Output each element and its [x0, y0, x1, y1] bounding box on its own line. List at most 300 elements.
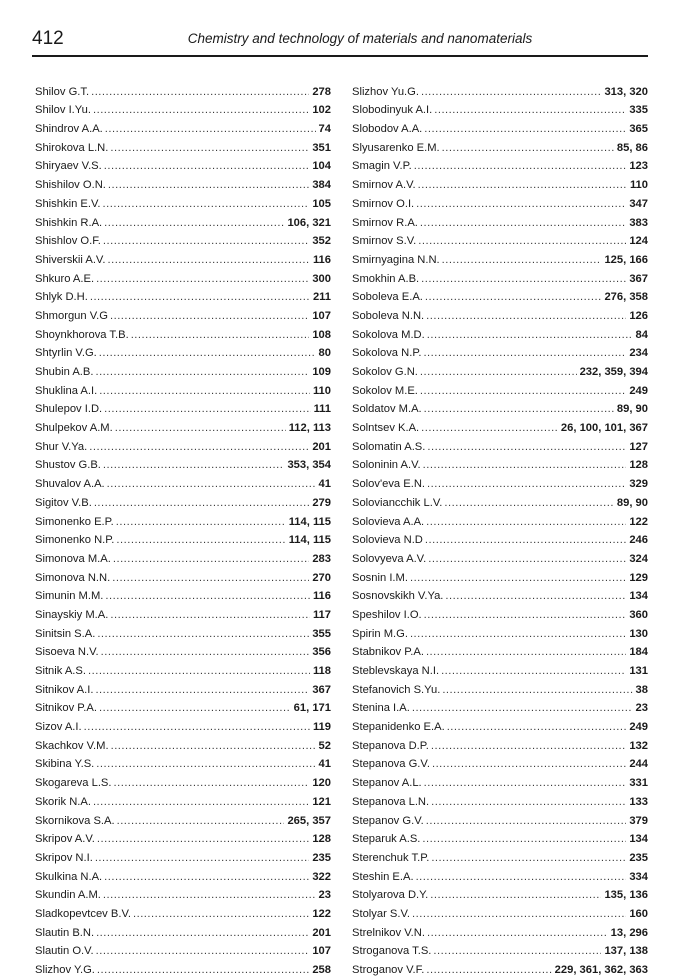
- index-entry: [352, 323, 648, 342]
- index-entry: [35, 416, 331, 435]
- page-references: 119: [312, 721, 331, 734]
- index-entry: [35, 230, 331, 249]
- index-entry: [352, 379, 648, 398]
- dot-leader: [426, 515, 626, 529]
- page-references: 276, 358: [604, 291, 648, 304]
- dot-leader: [105, 122, 316, 136]
- index-entry: [352, 734, 648, 753]
- dot-leader: [424, 402, 614, 416]
- dot-leader: [442, 253, 602, 267]
- index-entry: [35, 697, 331, 716]
- author-name: Slyusarenko E.M.: [352, 141, 440, 154]
- dot-leader: [420, 384, 626, 398]
- author-name: Shishkin E.V.: [35, 197, 101, 210]
- author-name: Stefanovich S.Yu.: [352, 683, 441, 696]
- dot-leader: [431, 795, 626, 809]
- index-entry: [352, 603, 648, 622]
- dot-leader: [103, 458, 285, 472]
- page-references: 123: [629, 160, 648, 173]
- index-entry: [352, 529, 648, 548]
- page-references: 331: [629, 777, 648, 790]
- index-entry: [35, 155, 331, 174]
- author-name: Solovieva A.A.: [352, 515, 425, 528]
- index-entry: [35, 379, 331, 398]
- page-references: 121: [312, 795, 331, 808]
- page-references: 249: [629, 384, 648, 397]
- author-name: Solovieva N.D: [352, 534, 423, 547]
- page-references: 334: [629, 870, 648, 883]
- page-references: 278: [312, 85, 331, 98]
- index-entry: [352, 248, 648, 267]
- dot-leader: [96, 272, 309, 286]
- page-references: 122: [629, 515, 648, 528]
- author-name: Shilov I.Yu.: [35, 104, 91, 117]
- dot-leader: [433, 944, 601, 958]
- page-references: 122: [312, 907, 331, 920]
- dot-leader: [97, 627, 309, 641]
- author-name: Skripov N.I.: [35, 851, 93, 864]
- author-name: Skogareva L.S.: [35, 777, 112, 790]
- dot-leader: [99, 384, 310, 398]
- author-name: Shiryaev V.S.: [35, 160, 102, 173]
- page-references: 246: [629, 534, 648, 547]
- index-entry: [352, 286, 648, 305]
- author-name: Sitnik A.S.: [35, 665, 86, 677]
- dot-leader: [420, 216, 626, 230]
- author-name: Smokhin A.B.: [352, 272, 420, 285]
- dot-leader: [110, 608, 310, 622]
- index-entry: [352, 211, 648, 230]
- index-entry: [352, 304, 648, 323]
- index-entry: [352, 136, 648, 155]
- page-references: 365: [629, 123, 648, 136]
- index-entry: [352, 454, 648, 473]
- dot-leader: [112, 571, 309, 585]
- author-name: Solovyeva A.V.: [352, 552, 427, 565]
- author-name: Sokolov G.N.: [352, 366, 418, 378]
- index-entry: [352, 342, 648, 361]
- page-references: 61, 171: [293, 702, 331, 715]
- index-entry: [352, 865, 648, 884]
- index-entry: [35, 211, 331, 230]
- page-references: 300: [312, 272, 331, 285]
- index-column-left: [35, 80, 331, 977]
- dot-leader: [95, 683, 309, 697]
- page-references: 244: [629, 758, 648, 771]
- index-entry: [35, 510, 331, 529]
- author-name: Sinayskiy M.A.: [35, 608, 109, 621]
- page-references: 379: [629, 814, 648, 827]
- author-name: Slautin O.V.: [35, 945, 94, 958]
- author-name: Sokolova N.P.: [352, 347, 422, 360]
- author-name: Shustov G.B.: [35, 459, 101, 472]
- page-references: 201: [312, 926, 331, 939]
- dot-leader: [430, 888, 601, 902]
- dot-leader: [111, 739, 316, 753]
- dot-leader: [96, 944, 310, 958]
- page-references: 114, 115: [288, 534, 331, 547]
- dot-leader: [416, 870, 627, 884]
- index-entry: [352, 697, 648, 716]
- dot-leader: [116, 533, 285, 547]
- author-name: Soloviancchik L.V.: [352, 496, 443, 509]
- index-entry: [352, 809, 648, 828]
- dot-leader: [88, 664, 310, 678]
- page-references: 111: [313, 403, 331, 416]
- author-name: Simonenko N.P.: [35, 534, 115, 547]
- page-references: 23: [318, 889, 331, 902]
- dot-leader: [425, 533, 626, 547]
- dot-leader: [423, 346, 626, 360]
- page-references: 132: [629, 739, 648, 752]
- dot-leader: [421, 85, 601, 99]
- index-entry: [35, 435, 331, 454]
- page-references: 89, 90: [616, 403, 648, 416]
- page-references: 279: [312, 496, 331, 509]
- dot-leader: [104, 402, 310, 416]
- index-entry: [35, 659, 331, 678]
- author-name: Skibina Y.S.: [35, 758, 95, 771]
- page-references: 134: [629, 833, 648, 846]
- dot-leader: [101, 645, 310, 659]
- index-entry: [35, 173, 331, 192]
- author-name: Steblevskaya N.I.: [352, 665, 440, 677]
- dot-leader: [445, 589, 626, 603]
- index-entry: [352, 173, 648, 192]
- index-entry: [352, 192, 648, 211]
- index-entry: [352, 884, 648, 903]
- page-header: [32, 26, 648, 52]
- index-entry: [35, 940, 331, 959]
- page-references: 234: [629, 347, 648, 360]
- author-name: Skundin A.M.: [35, 889, 101, 902]
- index-entry: [352, 435, 648, 454]
- index-entry: [35, 753, 331, 772]
- dot-leader: [103, 888, 316, 902]
- dot-leader: [99, 701, 291, 715]
- dot-leader: [427, 477, 626, 491]
- author-name: Shuvalov A.A.: [35, 478, 105, 491]
- page-references: 127: [629, 440, 648, 453]
- dot-leader: [91, 85, 309, 99]
- dot-leader: [131, 328, 310, 342]
- author-name: Soboleva E.A.: [352, 291, 423, 304]
- dot-leader: [97, 832, 309, 846]
- dot-leader: [99, 346, 316, 360]
- page-references: 126: [629, 309, 648, 322]
- dot-leader: [442, 141, 614, 155]
- index-entry: [35, 603, 331, 622]
- page-references: 329: [629, 478, 648, 491]
- page-references: 313, 320: [604, 85, 648, 98]
- page-references: 116: [312, 590, 331, 603]
- page-references: 335: [629, 104, 648, 117]
- author-name: Stepanov G.V.: [352, 814, 424, 827]
- page-references: 38: [635, 683, 648, 696]
- dot-leader: [103, 234, 309, 248]
- dot-leader: [110, 141, 309, 155]
- dot-leader: [412, 701, 633, 715]
- page-references: 211: [312, 291, 331, 304]
- author-name: Steparuk A.S.: [352, 833, 421, 846]
- index-entry: [35, 304, 331, 323]
- dot-leader: [96, 926, 309, 940]
- page-references: 112, 113: [288, 422, 331, 435]
- author-name: Stepanova D.P.: [352, 739, 429, 752]
- index-entry: [35, 99, 331, 118]
- page-references: 102: [312, 104, 331, 117]
- author-name: Smirnov R.A.: [352, 216, 418, 229]
- author-name: Stepanov A.L.: [352, 777, 422, 790]
- page-references: 137, 138: [604, 945, 648, 958]
- index-entry: [352, 99, 648, 118]
- author-name: Stepanova G.V.: [352, 758, 430, 771]
- dot-leader: [84, 720, 310, 734]
- dot-leader: [410, 627, 626, 641]
- index-entry: [352, 566, 648, 585]
- dot-leader: [107, 477, 316, 491]
- page-references: 105: [312, 197, 331, 210]
- author-name: Skorik N.A.: [35, 795, 91, 808]
- page-references: 133: [629, 795, 648, 808]
- index-entry: [35, 585, 331, 604]
- author-name: Shuklina A.I.: [35, 384, 98, 397]
- index-entry: [35, 248, 331, 267]
- index-entry: [352, 360, 648, 379]
- index-entry: [352, 828, 648, 847]
- index-entry: [352, 678, 648, 697]
- index-entry: [352, 491, 648, 510]
- author-name: Simonova N.N.: [35, 571, 111, 584]
- author-name: Soldatov M.A.: [352, 403, 422, 416]
- author-name: Spirin M.G.: [352, 627, 408, 640]
- author-name: Simonenko E.P.: [35, 515, 114, 528]
- index-entry: [352, 790, 648, 809]
- author-name: Simonova M.A.: [35, 552, 111, 565]
- page-references: 353, 354: [287, 459, 331, 472]
- page-references: 110: [629, 179, 648, 192]
- author-name: Stolyar S.V.: [352, 907, 411, 920]
- dot-leader: [427, 328, 633, 342]
- dot-leader: [104, 216, 284, 230]
- index-entry: [352, 155, 648, 174]
- author-name: Shulepov I.D.: [35, 403, 103, 416]
- author-name: Solov'eva E.N.: [352, 478, 426, 491]
- dot-leader: [441, 664, 626, 678]
- index-entry: [35, 286, 331, 305]
- author-name: Smagin V.P.: [352, 160, 412, 173]
- author-name: Stenina I.A.: [352, 702, 410, 715]
- page-references: 367: [629, 272, 648, 285]
- index-entry: [35, 566, 331, 585]
- page-references: 124: [629, 235, 648, 248]
- page-references: 270: [312, 571, 331, 584]
- page-references: 128: [312, 833, 331, 846]
- author-name: Shishilov O.N.: [35, 179, 106, 192]
- dot-leader: [416, 197, 626, 211]
- dot-leader: [113, 552, 309, 566]
- dot-leader: [95, 851, 310, 865]
- page-references: 114, 115: [288, 515, 331, 528]
- author-name: Soboleva N.N.: [352, 309, 425, 322]
- page-references: 80: [318, 347, 331, 360]
- page-references: 322: [312, 870, 331, 883]
- index-entry: [352, 753, 648, 772]
- author-name: Skripov A.V.: [35, 833, 95, 846]
- dot-leader: [414, 159, 627, 173]
- author-name: Shirokova L.N.: [35, 141, 109, 154]
- page-references: 84: [635, 328, 648, 341]
- dot-leader: [105, 589, 310, 603]
- author-name: Stolyarova D.Y.: [352, 889, 429, 902]
- author-name: Soloninin A.V.: [352, 459, 421, 472]
- dot-leader: [444, 496, 614, 510]
- author-name: Shulpekov A.M.: [35, 422, 113, 435]
- author-name: Shiverskii A.V.: [35, 253, 106, 266]
- author-name: Stepanova L.N.: [352, 795, 430, 808]
- page-references: 265, 357: [287, 814, 331, 827]
- page-references: 41: [318, 478, 331, 491]
- index-entry: [352, 902, 648, 921]
- page-references: 324: [629, 552, 648, 565]
- index-entry: [352, 472, 648, 491]
- dot-leader: [108, 178, 309, 192]
- author-name: Shilov G.T.: [35, 85, 90, 98]
- author-name: Shoynkhorova T.B.: [35, 328, 129, 341]
- dot-leader: [431, 851, 626, 865]
- index-entry: [35, 771, 331, 790]
- author-name: Shmorgun V.G: [35, 309, 108, 322]
- dot-leader: [114, 776, 310, 790]
- index-entry: [35, 715, 331, 734]
- author-name: Smirnyagina N.N.: [352, 253, 440, 266]
- page-references: 116: [312, 253, 331, 266]
- dot-leader: [431, 739, 626, 753]
- author-name: Sinitsin S.A.: [35, 627, 96, 640]
- page-references: 347: [629, 197, 648, 210]
- author-name: Smirnov A.V.: [352, 179, 416, 192]
- author-name: Sitnikov P.A.: [35, 702, 97, 715]
- author-name: Shubin A.B.: [35, 366, 94, 378]
- dot-leader: [115, 421, 286, 435]
- index-entry: [352, 958, 648, 977]
- author-name: Sitnikov A.I.: [35, 683, 94, 696]
- dot-leader: [133, 907, 309, 921]
- author-name: Stroganova T.S.: [352, 945, 432, 958]
- author-name: Shishlov O.F.: [35, 235, 101, 248]
- index-entry: [35, 398, 331, 417]
- index-entry: [352, 267, 648, 286]
- dot-leader: [447, 720, 627, 734]
- dot-leader: [426, 645, 626, 659]
- page-references: 106, 321: [287, 216, 331, 229]
- index-entry: [35, 678, 331, 697]
- index-entry: [352, 585, 648, 604]
- index-entry: [352, 715, 648, 734]
- index-entry: [35, 192, 331, 211]
- dot-leader: [117, 814, 285, 828]
- author-name: Solntsev K.A.: [352, 422, 420, 435]
- dot-leader: [410, 571, 626, 585]
- author-name: Sosnin I.M.: [352, 571, 408, 584]
- dot-leader: [423, 458, 627, 472]
- page-references: 130: [629, 627, 648, 640]
- page-number: 412: [32, 28, 64, 49]
- page-references: 129: [629, 571, 648, 584]
- dot-leader: [104, 159, 310, 173]
- author-name: Slobodov A.A.: [352, 123, 423, 136]
- index-entry: [352, 659, 648, 678]
- author-name: Shindrov A.A.: [35, 123, 103, 136]
- index-entry: [35, 902, 331, 921]
- page-references: 384: [312, 179, 331, 192]
- dot-leader: [104, 870, 309, 884]
- page-references: 351: [312, 141, 331, 154]
- index-entry: [352, 846, 648, 865]
- dot-leader: [90, 290, 310, 304]
- index-entry: [35, 958, 331, 977]
- dot-leader: [426, 814, 627, 828]
- dot-leader: [422, 832, 626, 846]
- index-entry: [35, 734, 331, 753]
- dot-leader: [110, 309, 309, 323]
- index-entry: [352, 80, 648, 99]
- index-entry: [35, 921, 331, 940]
- page-references: 160: [629, 907, 648, 920]
- page-references: 249: [629, 721, 648, 734]
- page-references: 128: [629, 459, 648, 472]
- index-entry: [35, 828, 331, 847]
- author-name: Stepanidenko E.A.: [352, 721, 445, 734]
- page-references: 26, 100, 101, 367: [560, 422, 648, 435]
- index-entry: [35, 641, 331, 660]
- page-references: 117: [312, 608, 331, 621]
- page-references: 135, 136: [604, 889, 648, 902]
- page-references: 125, 166: [604, 253, 648, 266]
- author-name: Skulkina N.A.: [35, 870, 103, 883]
- index-entry: [35, 529, 331, 548]
- author-name: Smirnov S.V.: [352, 235, 417, 248]
- page-references: 85, 86: [616, 141, 648, 154]
- dot-leader: [425, 290, 602, 304]
- author-name: Shkuro A.E.: [35, 272, 95, 285]
- index-column-right: [352, 80, 648, 977]
- index-entry: [352, 398, 648, 417]
- dot-leader: [93, 103, 309, 117]
- dot-leader: [418, 234, 626, 248]
- index-entry: [352, 921, 648, 940]
- index-entry: [352, 510, 648, 529]
- author-name: Shur V.Ya.: [35, 440, 88, 453]
- index-entry: [352, 117, 648, 136]
- author-name: Sterenchuk T.P.: [352, 851, 430, 864]
- author-name: Shlyk D.H.: [35, 291, 88, 304]
- page-references: 356: [312, 646, 331, 659]
- author-name: Skachkov V.M.: [35, 739, 109, 752]
- author-name: Speshilov I.O.: [352, 608, 422, 621]
- page-references: 367: [312, 683, 331, 696]
- page-references: 108: [312, 328, 331, 341]
- page-references: 107: [312, 309, 331, 322]
- page-references: 283: [312, 552, 331, 565]
- author-name: Slobodinyuk A.I.: [352, 104, 433, 117]
- dot-leader: [107, 253, 309, 267]
- page-references: 74: [318, 123, 331, 136]
- author-name: Solomatin A.S.: [352, 440, 426, 453]
- author-name: Strelnikov V.N.: [352, 926, 425, 939]
- index-entry: [35, 547, 331, 566]
- author-name: Stabnikov P.A.: [352, 646, 424, 659]
